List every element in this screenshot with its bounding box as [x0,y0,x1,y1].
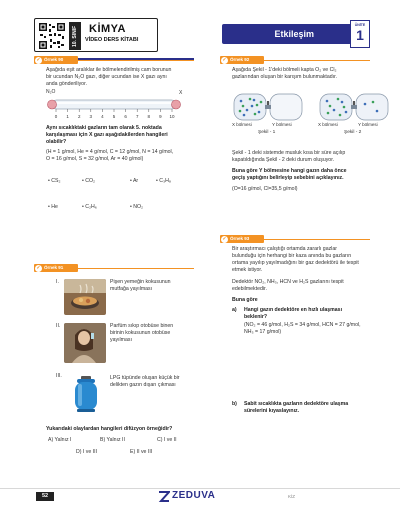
option-item: • CO₂ [82,178,96,184]
gas-particle [253,99,256,102]
perfume-photo [64,323,106,363]
tube-tick-label: 4 [101,114,104,119]
q90-question: Aynı sıcaklıktaki gazların tam olarak 5. noktada karşılaşması için X gazı aşağıdakilerden hangileri olabilir? [46,125,168,145]
check-icon: ✓ [222,235,227,242]
gas-particle [372,101,375,104]
gas-particle [260,101,263,104]
q93-intro-detector: Dedektör NO₂, NH₃, HCN ve H₂S gazlarını tespit edebilmektedir. [232,279,344,292]
q92-intro: Aşağıda Şekil - 1'deki bölmeli kapta O₂ ve Cl₂ gazlarından oluşan bir karışım bulunmaktadır. [232,67,337,80]
option-item: • CS₂ [48,178,61,184]
tube-tick-label: 9 [159,114,162,119]
q92-molar-masses: (O=16 g/mol, Cl=35,5 g/mol) [232,186,298,192]
tube-tick-label: 8 [147,114,151,119]
q93-buna-gore: Buna göre [232,297,258,303]
example-92-tag [220,56,264,64]
example-93-label: Örnek 93 [230,236,250,241]
q92-question: Buna göre Y bölmesine hangi gazın daha önce geçiş yaptığını belirleyip sebebini açıklayınız. [232,168,347,181]
gas-particle [249,98,252,101]
example-91-label: Örnek 91 [44,265,64,270]
example-92-label: Örnek 92 [230,57,250,62]
y-compartment-label: Y bölmesi [272,122,292,127]
answer-choice[interactable]: A) Yalnız I [48,437,72,443]
qr-code-icon[interactable] [38,22,66,50]
gas-particle [254,113,257,116]
item-text: LPG tüpünde oluşan küçük bir delikten gazın dışarı çıkması [110,375,180,388]
footer-rule [0,488,400,489]
option-item: • C₃H₈ [156,178,172,184]
check-icon: ✓ [36,56,41,63]
gas-particle [329,105,332,108]
tube-tick-label: 6 [124,114,127,119]
unit-label: ÜNİTE [354,23,366,27]
gas-particle [243,114,246,117]
gas-particle [327,112,330,115]
gas-particle [341,101,344,104]
example-93-tag [220,235,264,243]
item-roman: III. [56,373,62,379]
option-item: • Ar [130,178,139,184]
gas-particle [256,104,259,107]
tube-tick-label: 1 [66,114,69,119]
gas-particle [337,98,340,101]
tube-left-label: N₂O [46,89,56,95]
book-header [34,18,158,52]
option-item: • He [48,204,58,210]
answer-choice[interactable]: E) II ve III [130,449,153,455]
unit-badge [350,20,370,48]
section-tag: Etkileşim [222,24,370,44]
example-91-tag [34,264,78,272]
item-roman: I. [56,279,59,285]
tube-right-label: X [179,90,183,96]
x-compartment-label: X bölmesi [318,122,338,127]
answer-choice[interactable]: D) I ve III [76,449,98,455]
divider [264,239,370,240]
tube-tick-label: 10 [169,114,175,119]
grade-label: 10. SINIF [69,22,81,50]
gas-particle [345,111,348,114]
part-b-question: Sabit sıcaklıkta gazların dedektöre ulaşma sürelerini kıyaslayınız. [244,401,349,414]
q90-intro: Aşağıda eşit aralıklar ile bölmelendirilmiş cam borunun bir ucundan N₂O gazı, diğer ucundan ise X gazı aynı anda gönderiliyor. [46,67,172,87]
tube-tick-label: 0 [54,114,58,119]
tube-tick-label: 5 [112,114,116,119]
divider [264,60,370,61]
subject-title: KİMYA [89,23,126,35]
check-icon: ✓ [36,264,41,271]
tube-tick-label: 2 [77,114,81,119]
gas-particle [333,109,336,112]
subject-subtitle: VİDEO DERS KİTABI [85,37,139,43]
gas-particle [339,114,342,117]
tube-tick-label: 3 [89,114,93,119]
gas-particle [246,109,249,112]
gas-particle [242,105,245,108]
footer-code: KİZ [288,494,296,499]
example-90-label: Örnek 90 [44,57,64,62]
tube-tick-label: 7 [135,114,139,119]
check-icon: ✓ [222,56,227,63]
figure-1-caption: Şekil - 1 [258,130,276,135]
q91-question: Yukarıdaki olaylardan hangileri difüzyon örneğidir? [46,426,173,432]
q92-body: Şekil - 1 deki sistemde musluk kısa bir süre açılıp kapatıldığında Şekil - 2 deki durum oluşuyor. [232,150,346,163]
item-roman: II. [56,323,61,329]
answer-choice[interactable]: B) Yalnız II [100,437,125,443]
gas-particle [258,111,261,114]
gas-particle [240,100,243,103]
part-a-molar-masses: (NO₂ = 46 g/mol, H₂S = 34 g/mol, HCN = 27 g/mol, NH₃ = 17 g/mol) [244,322,361,335]
divider [78,60,194,61]
part-b-label: b) [232,401,237,407]
option-item: • C₂H₆ [82,204,97,210]
answer-choice[interactable]: C) I ve II [157,437,177,443]
example-90-tag [34,56,78,64]
item-text: Pişen yemeğin kokusunun mutfağa yayılması [110,279,171,292]
lpg-cylinder-image [70,374,102,414]
part-a-label: a) [232,307,237,313]
x-compartment-label: X bölmesi [232,122,252,127]
cooking-photo [64,279,106,315]
gas-particle [364,103,367,106]
figure-2-caption: Şekil - 2 [344,130,362,135]
gas-particle [251,105,254,108]
option-item: • NO₂ [130,204,144,210]
part-a-question: Hangi gazın dedektöre en hızlı ulaşması beklenir? [244,307,343,320]
item-text: Parfüm sıkıp otobüse binen birinin kokusunun otobüse yayılması [110,323,174,343]
compartment-figure [232,90,392,144]
brand-logo-icon [158,491,170,502]
gas-particle [376,110,379,113]
unit-number: 1 [356,27,364,43]
divider [78,268,194,269]
gas-particle [239,110,242,113]
q93-intro: Bir araştırmacı çalıştığı ortamda zararlı gazlar bulunduğu için herhangi bir kaza anında bu gazların ortama yayılıp yayılmadığını bir gaz dedektörü ile tespit etmek istiyor. [232,246,359,273]
gas-particle [326,100,329,103]
brand-name: ZEDUVA [172,490,216,501]
gas-particle [343,106,346,109]
page-number: 52 [36,492,54,501]
glass-tube-figure [46,91,186,121]
q90-molar-masses: (H = 1 g/mol, He = 4 g/mol, C = 12 g/mol, N = 14 g/mol, O = 16 g/mol, S = 32 g/mol, Ar = 40 g/mol) [46,149,174,162]
y-compartment-label: Y bölmesi [358,122,378,127]
